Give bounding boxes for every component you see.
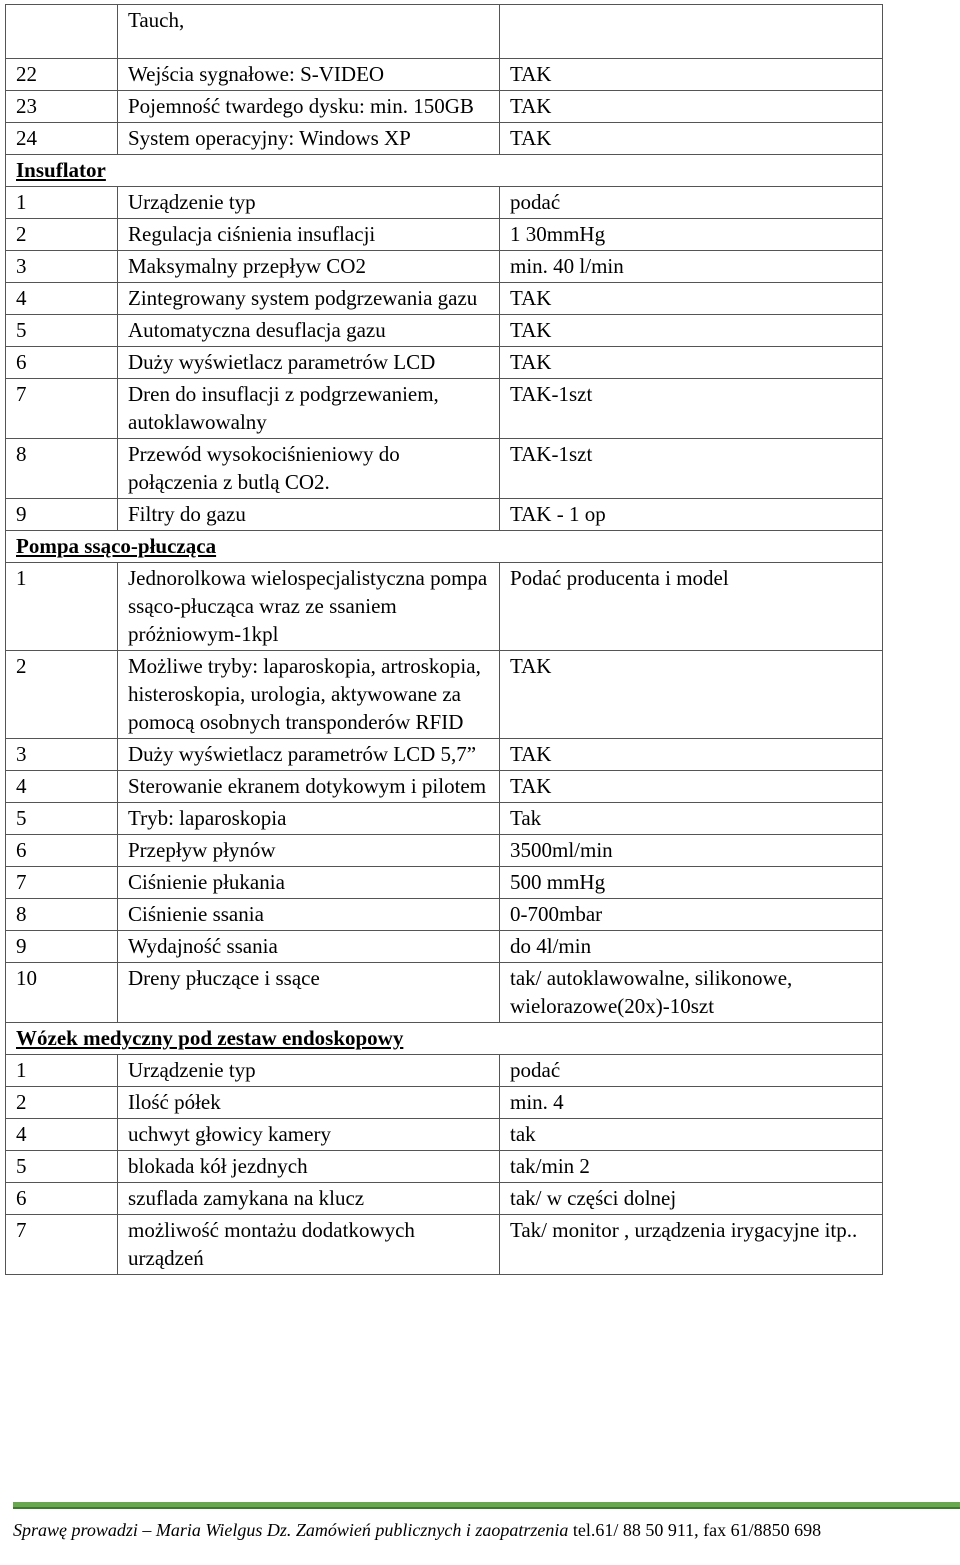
table-row (6, 563, 883, 651)
number-cell: 8 (6, 899, 118, 931)
value-cell: tak/min 2 (500, 1151, 883, 1183)
description-cell: Jednorolkowa wielospecjalistyczna pompa ssąco-płucząca wraz ze ssaniem próżniowym-1kpl (118, 563, 500, 651)
number-cell: 5 (6, 803, 118, 835)
value-cell: do 4l/min (500, 931, 883, 963)
description-cell: Pojemność twardego dysku: min. 150GB (118, 91, 500, 123)
description-cell: Automatyczna desuflacja gazu (118, 315, 500, 347)
value-cell: TAK (500, 123, 883, 155)
number-cell: 2 (6, 1087, 118, 1119)
number-cell: 6 (6, 1183, 118, 1215)
number-cell: 10 (6, 963, 118, 1023)
footer-phone-fax: tel.61/ 88 50 911, fax 61/8850 698 (568, 1520, 822, 1540)
table-row (6, 1183, 883, 1215)
table-row (6, 835, 883, 867)
number-cell: 9 (6, 499, 118, 531)
description-cell: Dren do insuflacji z podgrzewaniem, autoklawowalny (118, 379, 500, 439)
table-row (6, 379, 883, 439)
section-header-row (6, 1023, 883, 1055)
description-cell: Filtry do gazu (118, 499, 500, 531)
table-row (6, 5, 883, 59)
description-cell: Regulacja ciśnienia insuflacji (118, 219, 500, 251)
description-cell: Urządzenie typ (118, 1055, 500, 1087)
description-cell: Zintegrowany system podgrzewania gazu (118, 283, 500, 315)
description-cell: szuflada zamykana na klucz (118, 1183, 500, 1215)
table-row (6, 315, 883, 347)
table-row (6, 251, 883, 283)
table-row (6, 803, 883, 835)
value-cell: min. 4 (500, 1087, 883, 1119)
section-title: Insuflator (6, 155, 883, 187)
value-cell: 500 mmHg (500, 867, 883, 899)
footer (13, 1518, 953, 1542)
table-row (6, 1151, 883, 1183)
description-cell: Ciśnienie płukania (118, 867, 500, 899)
section-header-row (6, 531, 883, 563)
value-cell: 0-700mbar (500, 899, 883, 931)
value-cell: Tak (500, 803, 883, 835)
number-cell: 4 (6, 1119, 118, 1151)
number-cell: 24 (6, 123, 118, 155)
value-cell: TAK (500, 771, 883, 803)
description-cell: Urządzenie typ (118, 187, 500, 219)
description-cell: Tryb: laparoskopia (118, 803, 500, 835)
number-cell: 1 (6, 1055, 118, 1087)
number-cell: 1 (6, 563, 118, 651)
section-title: Wózek medyczny pod zestaw endoskopowy (6, 1023, 883, 1055)
number-cell: 7 (6, 1215, 118, 1275)
description-cell: uchwyt głowicy kamery (118, 1119, 500, 1151)
value-cell: TAK (500, 315, 883, 347)
footer-divider (13, 1502, 960, 1509)
value-cell: 1 30mmHg (500, 219, 883, 251)
value-cell: 3500ml/min (500, 835, 883, 867)
table-row (6, 1119, 883, 1151)
table-row (6, 771, 883, 803)
table-row (6, 283, 883, 315)
table-row (6, 123, 883, 155)
section-header-row (6, 155, 883, 187)
number-cell: 6 (6, 347, 118, 379)
number-cell: 4 (6, 283, 118, 315)
table-row (6, 739, 883, 771)
value-cell: tak/ w części dolnej (500, 1183, 883, 1215)
number-cell: 22 (6, 59, 118, 91)
description-cell: Sterowanie ekranem dotykowym i pilotem (118, 771, 500, 803)
number-cell: 7 (6, 379, 118, 439)
number-cell: 23 (6, 91, 118, 123)
value-cell: Podać producenta i model (500, 563, 883, 651)
description-cell: Ciśnienie ssania (118, 899, 500, 931)
table-row (6, 931, 883, 963)
value-cell: TAK (500, 739, 883, 771)
value-cell: TAK-1szt (500, 379, 883, 439)
table-row (6, 91, 883, 123)
table-row (6, 867, 883, 899)
value-cell: min. 40 l/min (500, 251, 883, 283)
table-row (6, 963, 883, 1023)
number-cell (6, 5, 118, 59)
value-cell: podać (500, 1055, 883, 1087)
value-cell: tak/ autoklawowalne, silikonowe, wielorazowe(20x)-10szt (500, 963, 883, 1023)
description-cell: Przepływ płynów (118, 835, 500, 867)
footer-contact-person: Sprawę prowadzi – Maria Wielgus Dz. Zamówień publicznych i zaopatrzenia (13, 1520, 569, 1540)
table-row (6, 59, 883, 91)
description-cell: Możliwe tryby: laparoskopia, artroskopia, histeroskopia, urologia, aktywowane za pomocą osobnych transponderów RFID (118, 651, 500, 739)
value-cell: TAK (500, 59, 883, 91)
table-row (6, 1215, 883, 1275)
number-cell: 5 (6, 1151, 118, 1183)
number-cell: 7 (6, 867, 118, 899)
description-cell: Ilość półek (118, 1087, 500, 1119)
value-cell: TAK (500, 283, 883, 315)
description-cell: Wejścia sygnałowe: S-VIDEO (118, 59, 500, 91)
value-cell: TAK-1szt (500, 439, 883, 499)
number-cell: 9 (6, 931, 118, 963)
value-cell: TAK (500, 91, 883, 123)
description-cell: możliwość montażu dodatkowych urządzeń (118, 1215, 500, 1275)
number-cell: 4 (6, 771, 118, 803)
table-row (6, 1055, 883, 1087)
section-title: Pompa ssąco-płucząca (6, 531, 883, 563)
description-cell: Wydajność ssania (118, 931, 500, 963)
number-cell: 2 (6, 219, 118, 251)
table-row (6, 439, 883, 499)
table-row (6, 219, 883, 251)
table-row (6, 651, 883, 739)
description-cell: Duży wyświetlacz parametrów LCD 5,7” (118, 739, 500, 771)
number-cell: 8 (6, 439, 118, 499)
table-row (6, 187, 883, 219)
number-cell: 5 (6, 315, 118, 347)
value-cell: TAK - 1 op (500, 499, 883, 531)
description-cell: Dreny płuczące i ssące (118, 963, 500, 1023)
number-cell: 3 (6, 251, 118, 283)
description-cell: Duży wyświetlacz parametrów LCD (118, 347, 500, 379)
value-cell: TAK (500, 651, 883, 739)
description-cell: blokada kół jezdnych (118, 1151, 500, 1183)
table-row (6, 899, 883, 931)
description-cell: Tauch, (118, 5, 500, 59)
table-row (6, 499, 883, 531)
value-cell: TAK (500, 347, 883, 379)
number-cell: 2 (6, 651, 118, 739)
number-cell: 3 (6, 739, 118, 771)
description-cell: Przewód wysokociśnieniowy do połączenia z butlą CO2. (118, 439, 500, 499)
number-cell: 1 (6, 187, 118, 219)
value-cell (500, 5, 883, 59)
spec-table (5, 4, 883, 1275)
description-cell: System operacyjny: Windows XP (118, 123, 500, 155)
table-row (6, 1087, 883, 1119)
value-cell: tak (500, 1119, 883, 1151)
description-cell: Maksymalny przepływ CO2 (118, 251, 500, 283)
table-row (6, 347, 883, 379)
value-cell: podać (500, 187, 883, 219)
value-cell: Tak/ monitor , urządzenia irygacyjne itp.. (500, 1215, 883, 1275)
number-cell: 6 (6, 835, 118, 867)
spec-table-body (6, 5, 883, 1275)
